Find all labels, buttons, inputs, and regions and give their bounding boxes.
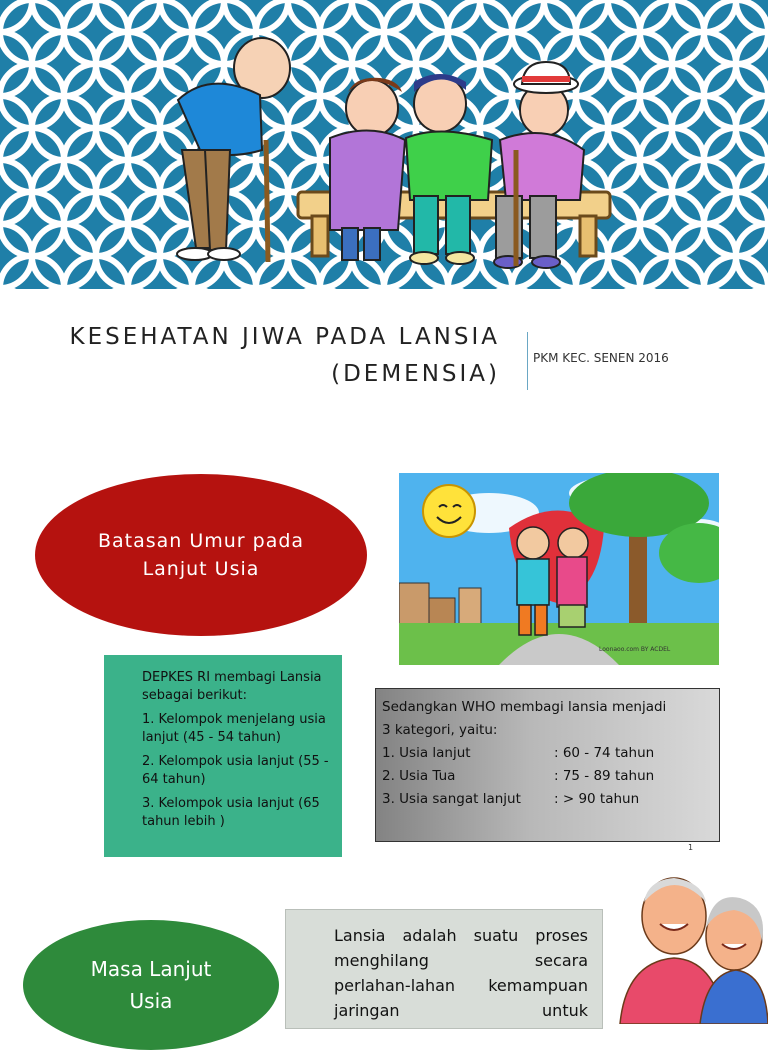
- age-limit-heading-line2: Lanjut Usia: [142, 558, 260, 580]
- depkes-item-2: 2. Kelompok usia lanjut (55 - 64 tahun): [142, 754, 329, 787]
- who-intro-line2: 3 kategori, yaitu:: [382, 722, 498, 738]
- depkes-item-1: 1. Kelompok menjelang usia lanjut (45 - 54 tahun): [142, 712, 326, 745]
- page-title-line2: (DEMENSIA): [331, 361, 500, 387]
- who-classification-box: [375, 688, 720, 842]
- lansia-definition-line: perlahan-lahan kemampuan: [334, 976, 588, 995]
- who-row: [382, 742, 719, 765]
- who-row-label: 1. Usia lanjut: [382, 745, 471, 761]
- elderly-people-illustration: [0, 0, 768, 289]
- depkes-classification-box: [104, 655, 342, 857]
- who-row-value: : > 90 tahun: [554, 791, 640, 807]
- who-row-label: 3. Usia sangat lanjut: [382, 791, 521, 807]
- who-row: [382, 788, 719, 811]
- elderly-period-heading-line1: Masa Lanjut: [90, 957, 212, 981]
- who-row: [382, 765, 719, 788]
- age-limit-heading-line1: Batasan Umur pada: [97, 530, 305, 552]
- who-row-value: : 75 - 89 tahun: [554, 768, 655, 784]
- depkes-intro: DEPKES RI membagi Lansia sebagai berikut:: [142, 670, 322, 703]
- page-title-line1: KESEHATAN JIWA PADA LANSIA: [69, 324, 500, 350]
- title-section: [0, 300, 768, 410]
- header-banner: [0, 0, 768, 289]
- lansia-definition-line: jaringan untuk: [334, 1001, 588, 1020]
- elderly-period-heading-oval: [23, 920, 279, 1050]
- depkes-item-3: 3. Kelompok usia lanjut (65 tahun lebih ): [142, 796, 320, 829]
- smiling-elderly-couple-image: [616, 862, 768, 1024]
- cartoon-credit: Loonaoo.com BY ACDEL: [599, 646, 671, 653]
- age-limit-heading-oval: [35, 474, 367, 636]
- page-subtitle: PKM KEC. SENEN 2016: [533, 351, 669, 365]
- elderly-couple-image: [399, 473, 719, 665]
- lansia-definition-line: menghilang secara: [334, 951, 588, 970]
- title-divider: [527, 332, 528, 390]
- lansia-definition-line: Lansia adalah suatu proses: [334, 926, 588, 945]
- who-row-label: 2. Usia Tua: [382, 768, 456, 784]
- elderly-period-heading-line2: Usia: [129, 989, 173, 1013]
- lansia-definition-box: [285, 909, 603, 1029]
- who-intro-line1: Sedangkan WHO membagi lansia menjadi: [382, 699, 667, 715]
- page-number: 1: [688, 843, 694, 852]
- who-row-value: : 60 - 74 tahun: [554, 745, 655, 761]
